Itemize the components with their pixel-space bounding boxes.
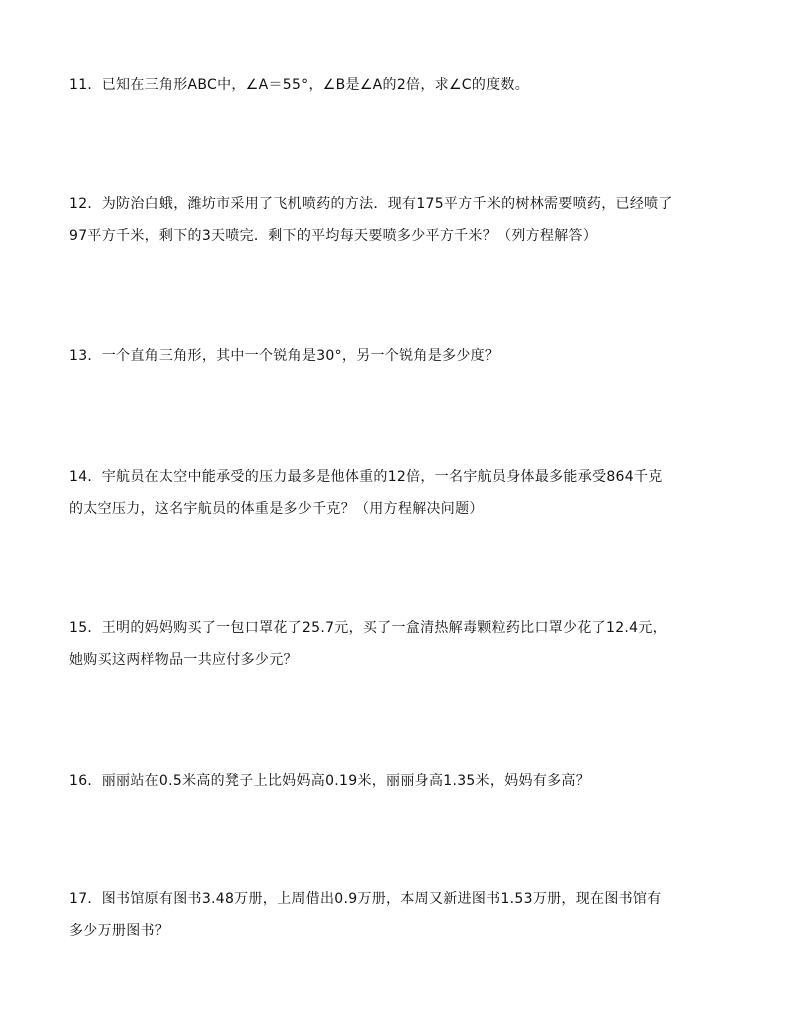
question-14-line-2: 的太空压力，这名宇航员的体重是多少千克？（用方程解决问题） <box>69 501 484 517</box>
question-17-line-2: 多少万册图书？ <box>69 923 170 939</box>
question-14 <box>69 467 729 531</box>
question-17-line-1: 17．图书馆原有图书3.48万册，上周借出0.9万册，本周又新进图书1.53万册，现在图书馆有 <box>69 891 662 907</box>
question-12-line-2: 97平方千米，剩下的3天喷完．剩下的平均每天要喷多少平方千米？（列方程解答） <box>69 228 598 244</box>
question-15-line-2: 她购买这两样物品一共应付多少元？ <box>69 652 298 668</box>
question-11-line-1: 11．已知在三角形ABC中，∠A＝55°，∠B是∠A的2倍，求∠C的度数。 <box>69 77 530 93</box>
question-17 <box>69 889 729 953</box>
question-15 <box>69 618 729 682</box>
question-13-line-1: 13．一个直角三角形，其中一个锐角是30°，另一个锐角是多少度？ <box>69 348 500 364</box>
question-13 <box>69 346 729 378</box>
question-12-line-1: 12．为防治白蛾，潍坊市采用了飞机喷药的方法．现有175平方千米的树林需要喷药，已经喷了 <box>69 196 673 212</box>
question-12 <box>69 194 729 258</box>
question-15-line-1: 15．王明的妈妈购买了一包口罩花了25.7元，买了一盒清热解毒颗粒药比口罩少花了12.4元， <box>69 620 667 636</box>
question-16 <box>69 771 729 803</box>
question-16-line-1: 16．丽丽站在0.5米高的凳子上比妈妈高0.19米，丽丽身高1.35米，妈妈有多高？ <box>69 773 591 789</box>
question-14-line-1: 14．宇航员在太空中能承受的压力最多是他体重的12倍，一名宇航员身体最多能承受864千克 <box>69 469 663 485</box>
question-11 <box>69 75 729 107</box>
